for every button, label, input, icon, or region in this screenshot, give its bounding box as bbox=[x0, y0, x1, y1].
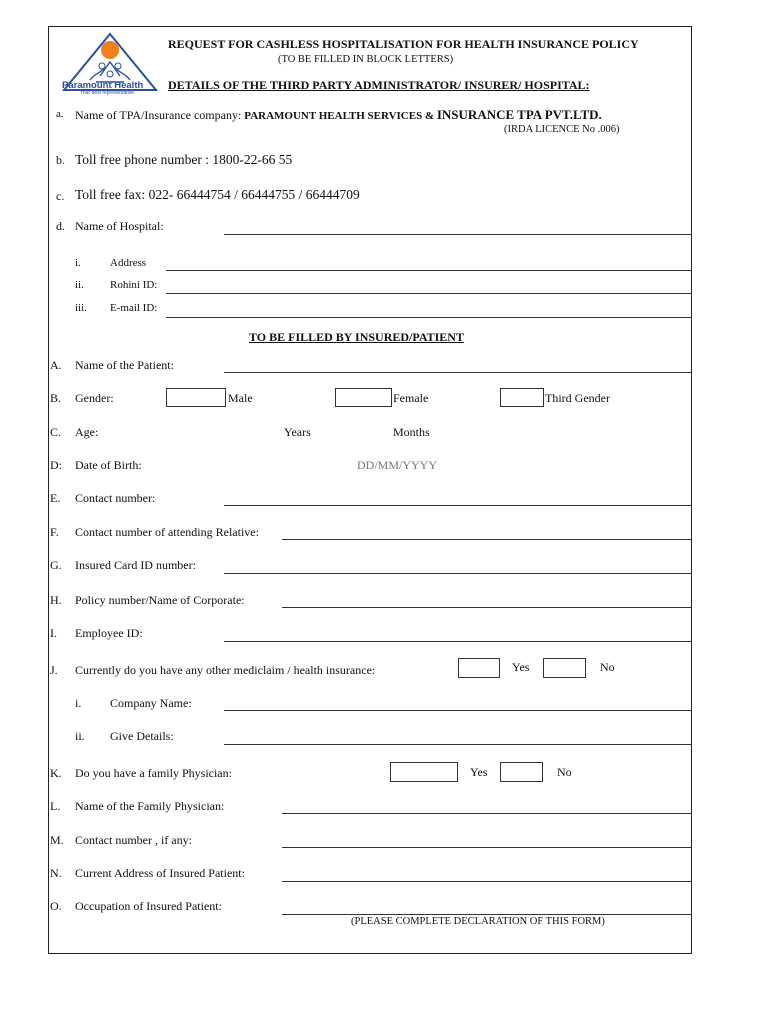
current-address-line[interactable] bbox=[282, 881, 692, 882]
irda-licence: (IRDA LICENCE No .006) bbox=[504, 124, 620, 135]
occupation-line[interactable] bbox=[282, 914, 692, 915]
policy-number-line[interactable] bbox=[282, 607, 692, 608]
gender-third-box[interactable] bbox=[500, 388, 544, 407]
contact-number-line[interactable] bbox=[224, 505, 692, 506]
sub-marker-email: iii. bbox=[75, 302, 87, 314]
section-title-patient: TO BE FILLED BY INSURED/PATIENT bbox=[249, 330, 464, 344]
address-label: Address bbox=[110, 257, 147, 269]
email-id-line[interactable] bbox=[166, 317, 692, 318]
gender-male-label: Male bbox=[228, 391, 253, 405]
email-id-label: E-mail ID: bbox=[110, 302, 158, 314]
toll-free-fax: Toll free fax: 022- 66444754 / 66444755 / 66444709 bbox=[75, 187, 360, 202]
dob-placeholder[interactable]: DD/MM/YYYY bbox=[357, 458, 438, 472]
item-marker-G: G. bbox=[50, 558, 62, 572]
item-marker-B: B. bbox=[50, 391, 62, 405]
hospital-name-label: Name of Hospital: bbox=[75, 219, 164, 233]
tpa-name-label bbox=[75, 108, 602, 122]
tpa-name-value-2: INSURANCE TPA PVT.LTD. bbox=[436, 107, 602, 122]
company-name-label: Company Name: bbox=[110, 696, 192, 710]
card-id-label: Insured Card ID number: bbox=[75, 558, 196, 572]
other-insurance-no-label: No bbox=[600, 660, 615, 674]
family-physician-label: Do you have a family Physician: bbox=[75, 766, 232, 780]
item-marker-I: I. bbox=[50, 626, 57, 640]
rohini-id-label: Rohini ID: bbox=[110, 279, 158, 291]
age-label: Age: bbox=[75, 425, 99, 439]
logo-name: Paramount Health bbox=[62, 80, 144, 91]
physician-name-label: Name of the Family Physician: bbox=[75, 799, 225, 813]
declaration-note: (PLEASE COMPLETE DECLARATION OF THIS FORM) bbox=[351, 916, 605, 927]
employee-id-label: Employee ID: bbox=[75, 626, 143, 640]
employee-id-line[interactable] bbox=[224, 641, 692, 642]
give-details-line[interactable] bbox=[224, 744, 692, 745]
patient-name-line[interactable] bbox=[224, 372, 692, 373]
physician-name-line[interactable] bbox=[282, 813, 692, 814]
form-subtitle: (TO BE FILLED IN BLOCK LETTERS) bbox=[278, 54, 454, 65]
other-insurance-no-box[interactable] bbox=[543, 658, 586, 678]
physician-contact-line[interactable] bbox=[282, 847, 692, 848]
section-title-tpa: DETAILS OF THE THIRD PARTY ADMINISTRATOR/ INSURER/ HOSPITAL: bbox=[168, 78, 590, 92]
gender-third-label: Third Gender bbox=[545, 391, 610, 405]
family-physician-yes-box[interactable] bbox=[390, 762, 458, 782]
form-title: REQUEST FOR CASHLESS HOSPITALISATION FOR HEALTH INSURANCE POLICY bbox=[168, 37, 639, 51]
item-marker-E: E. bbox=[50, 491, 61, 505]
hospital-name-line[interactable] bbox=[224, 234, 692, 235]
relative-contact-line[interactable] bbox=[282, 539, 692, 540]
gender-female-box[interactable] bbox=[335, 388, 392, 407]
age-years-label: Years bbox=[284, 425, 311, 439]
sub-marker-rohini: ii. bbox=[75, 279, 84, 291]
sub-marker-details: ii. bbox=[75, 729, 85, 743]
logo-tagline: Your best representative bbox=[80, 90, 135, 96]
item-marker-O: O. bbox=[50, 899, 62, 913]
sub-marker-company: i. bbox=[75, 696, 82, 710]
rohini-id-line[interactable] bbox=[166, 293, 692, 294]
tpa-name-label-text: Name of TPA/Insurance company: bbox=[75, 108, 242, 122]
occupation-label: Occupation of Insured Patient: bbox=[75, 899, 222, 913]
item-marker-c: c. bbox=[56, 189, 65, 203]
gender-female-label: Female bbox=[393, 391, 429, 405]
sub-marker-address: i. bbox=[75, 257, 81, 269]
item-marker-D: D: bbox=[50, 458, 62, 472]
item-marker-F: F. bbox=[50, 525, 59, 539]
family-physician-no-box[interactable] bbox=[500, 762, 543, 782]
other-insurance-yes-box[interactable] bbox=[458, 658, 500, 678]
family-physician-yes-label: Yes bbox=[470, 765, 488, 779]
item-marker-a: a. bbox=[56, 108, 64, 120]
contact-number-label: Contact number: bbox=[75, 491, 156, 505]
item-marker-H: H. bbox=[50, 593, 62, 607]
item-marker-K: K. bbox=[50, 766, 62, 780]
item-marker-M: M. bbox=[50, 833, 64, 847]
item-marker-J: J. bbox=[50, 663, 58, 677]
policy-number-label: Policy number/Name of Corporate: bbox=[75, 593, 245, 607]
other-insurance-yes-label: Yes bbox=[512, 660, 530, 674]
item-marker-L: L. bbox=[50, 799, 61, 813]
card-id-line[interactable] bbox=[224, 573, 692, 574]
relative-contact-label: Contact number of attending Relative: bbox=[75, 525, 259, 539]
give-details-label: Give Details: bbox=[110, 729, 174, 743]
gender-male-box[interactable] bbox=[166, 388, 226, 407]
address-line[interactable] bbox=[166, 270, 692, 271]
gender-label: Gender: bbox=[75, 391, 114, 405]
current-address-label: Current Address of Insured Patient: bbox=[75, 866, 245, 880]
tpa-name-value-1: PARAMOUNT HEALTH SERVICES & bbox=[244, 110, 437, 122]
company-name-line[interactable] bbox=[224, 710, 692, 711]
patient-name-label: Name of the Patient: bbox=[75, 358, 174, 372]
item-marker-N: N. bbox=[50, 866, 62, 880]
other-insurance-label: Currently do you have any other mediclaim / health insurance: bbox=[75, 663, 376, 677]
item-marker-C: C. bbox=[50, 425, 62, 439]
age-months-label: Months bbox=[393, 425, 430, 439]
item-marker-d: d. bbox=[56, 219, 65, 233]
item-marker-A: A. bbox=[50, 358, 62, 372]
toll-free-phone: Toll free phone number : 1800-22-66 55 bbox=[75, 152, 293, 167]
family-physician-no-label: No bbox=[557, 765, 572, 779]
dob-label: Date of Birth: bbox=[75, 458, 142, 472]
physician-contact-label: Contact number , if any: bbox=[75, 833, 192, 847]
item-marker-b: b. bbox=[56, 153, 65, 167]
